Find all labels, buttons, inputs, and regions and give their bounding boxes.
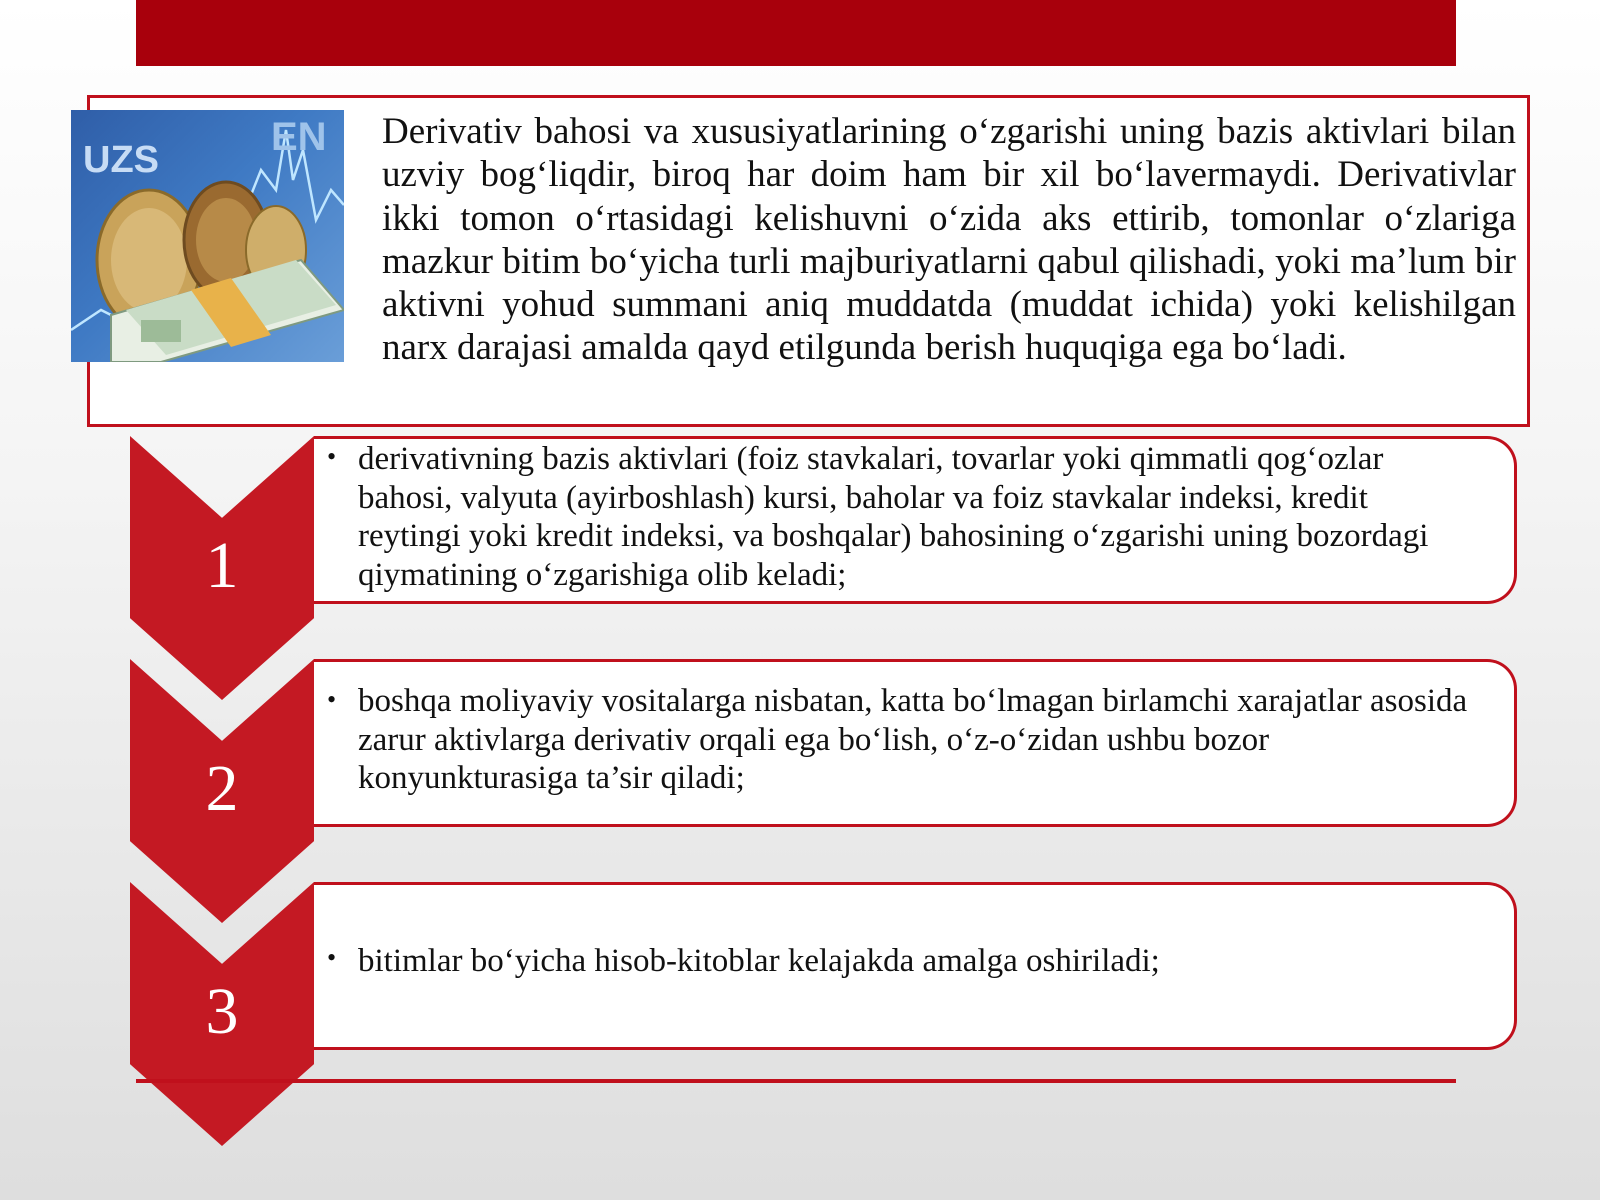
money-image — [71, 110, 344, 362]
header-bar — [136, 0, 1456, 66]
step-1-number: 1 — [205, 529, 239, 602]
currency-label-en: EN — [271, 115, 327, 159]
step-3-bullet: • — [327, 943, 337, 972]
intro-paragraph: Derivativ bahosi va xususiyatlarining o‘zgarishi uning bazis aktivlari bilan uzviy bog‘liqdir, biroq har doim ham bir xil bo‘lavermaydi. Derivativlar ikki tomon o‘rtasidagi kelishuvni o‘zida aks ettirib, tomonlar o‘zlariga mazkur bitim bo‘yicha turli majburiyatlarni qabul qilishadi, yoki ma’lum bir aktivni yohud summani aniq muddatda (muddat ichida) yoki kelishilgan narx darajasi amalda qayd etilgunda berish huquqiga ega bo‘ladi. — [382, 111, 1516, 369]
step-1-text: derivativning bazis aktivlari (foiz stavkalari, tovarlar yoki qimmatli qog‘ozlar bahosi, valyuta (ayirboshlash) kursi, baholar va foiz stavkalar indeksi, kredit reytingi yoki kredit indeksi, va boshqalar) bahosining o‘zgarishi uning bozordagi qiymatining o‘zgarishiga olib keladi; — [358, 441, 1429, 593]
step-3-text: bitimlar bo‘yicha hisob-kitoblar kelajakda amalga oshiriladi; — [358, 943, 1160, 979]
step-3-number: 3 — [205, 975, 239, 1048]
step-2-number: 2 — [205, 752, 239, 825]
step-1-bullet: • — [327, 442, 337, 471]
currency-label-uzs: UZS — [83, 139, 159, 181]
money-illustration — [71, 110, 344, 362]
step-2-bullet: • — [327, 685, 337, 714]
bottom-divider — [136, 1079, 1456, 1083]
step-2-text: boshqa moliyaviy vositalarga nisbatan, katta bo‘lmagan birlamchi xarajatlar asosida zarur aktivlarga derivativ orqali ega bo‘lish, o‘z-o‘zidan ushbu bozor konyunkturasiga ta’sir qiladi; — [358, 683, 1468, 796]
